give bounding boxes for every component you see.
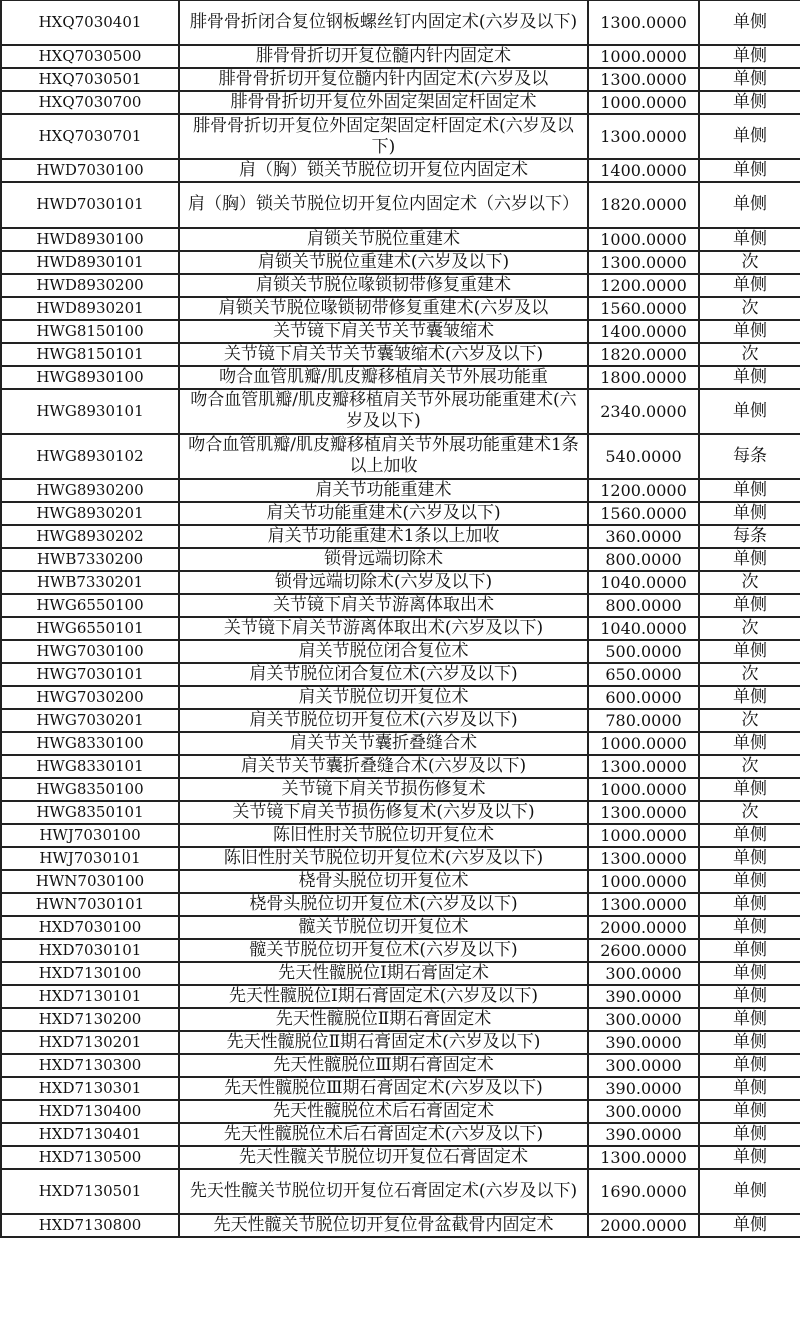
item-unit-cell: 单侧	[699, 91, 800, 114]
table-row	[1, 686, 800, 709]
item-price-cell: 2000.0000	[588, 916, 699, 939]
item-unit-cell: 单侧	[699, 45, 800, 68]
item-unit-cell: 单侧	[699, 159, 800, 182]
item-price-cell: 1000.0000	[588, 45, 699, 68]
fee-table-body	[1, 0, 800, 1237]
item-price-cell: 390.0000	[588, 1077, 699, 1100]
table-row	[1, 114, 800, 159]
item-code-cell: HWD7030101	[1, 182, 179, 227]
item-code-cell: HWG8350101	[1, 801, 179, 824]
table-row	[1, 343, 800, 366]
item-code-cell: HWG7030201	[1, 709, 179, 732]
item-unit-cell: 单侧	[699, 916, 800, 939]
table-row	[1, 985, 800, 1008]
item-price-cell: 1400.0000	[588, 320, 699, 343]
table-row	[1, 1054, 800, 1077]
item-name-cell: 肩锁关节脱位重建术	[179, 228, 588, 251]
item-name-cell: 肩（胸）锁关节脱位切开复位内固定术（六岁以下）	[179, 182, 588, 227]
table-row	[1, 274, 800, 297]
item-code-cell: HWG8150100	[1, 320, 179, 343]
table-row	[1, 1214, 800, 1237]
table-row	[1, 1146, 800, 1169]
item-name-cell: 关节镜下肩关节损伤修复术(六岁及以下)	[179, 801, 588, 824]
item-unit-cell: 单侧	[699, 1146, 800, 1169]
item-price-cell: 2600.0000	[588, 939, 699, 962]
item-code-cell: HXQ7030500	[1, 45, 179, 68]
item-price-cell: 1300.0000	[588, 755, 699, 778]
item-name-cell: 腓骨骨折切开复位外固定架固定杆固定术(六岁及以下)	[179, 114, 588, 159]
item-unit-cell: 单侧	[699, 389, 800, 434]
item-name-cell: 陈旧性肘关节脱位切开复位术(六岁及以下)	[179, 847, 588, 870]
item-name-cell: 吻合血管肌瓣/肌皮瓣移植肩关节外展功能重建术1条以上加收	[179, 434, 588, 479]
table-row	[1, 640, 800, 663]
item-unit-cell: 单侧	[699, 985, 800, 1008]
item-unit-cell: 次	[699, 709, 800, 732]
item-name-cell: 吻合血管肌瓣/肌皮瓣移植肩关节外展功能重	[179, 366, 588, 389]
table-row	[1, 663, 800, 686]
item-price-cell: 1560.0000	[588, 297, 699, 320]
item-price-cell: 390.0000	[588, 1123, 699, 1146]
item-code-cell: HWG8930102	[1, 434, 179, 479]
item-unit-cell: 次	[699, 343, 800, 366]
item-code-cell: HXD7130301	[1, 1077, 179, 1100]
item-code-cell: HWD8930101	[1, 251, 179, 274]
item-name-cell: 陈旧性肘关节脱位切开复位术	[179, 824, 588, 847]
item-price-cell: 300.0000	[588, 1100, 699, 1123]
item-code-cell: HXD7130800	[1, 1214, 179, 1237]
item-unit-cell: 单侧	[699, 1214, 800, 1237]
item-price-cell: 1000.0000	[588, 91, 699, 114]
item-price-cell: 1200.0000	[588, 479, 699, 502]
item-price-cell: 1300.0000	[588, 114, 699, 159]
item-price-cell: 1820.0000	[588, 343, 699, 366]
item-name-cell: 先天性髋脱位术后石膏固定术(六岁及以下)	[179, 1123, 588, 1146]
table-row	[1, 182, 800, 227]
table-row	[1, 709, 800, 732]
table-row	[1, 824, 800, 847]
table-row	[1, 847, 800, 870]
table-row	[1, 1031, 800, 1054]
item-code-cell: HWG6550101	[1, 617, 179, 640]
item-code-cell: HWD8930100	[1, 228, 179, 251]
item-code-cell: HXD7130401	[1, 1123, 179, 1146]
item-price-cell: 300.0000	[588, 1008, 699, 1031]
table-row	[1, 962, 800, 985]
item-name-cell: 肩关节脱位切开复位术	[179, 686, 588, 709]
table-row	[1, 45, 800, 68]
table-row	[1, 1008, 800, 1031]
item-code-cell: HXD7130200	[1, 1008, 179, 1031]
item-price-cell: 1040.0000	[588, 617, 699, 640]
item-name-cell: 肩（胸）锁关节脱位切开复位内固定术	[179, 159, 588, 182]
table-row	[1, 479, 800, 502]
table-row	[1, 297, 800, 320]
item-code-cell: HXD7130400	[1, 1100, 179, 1123]
item-name-cell: 桡骨头脱位切开复位术(六岁及以下)	[179, 893, 588, 916]
item-unit-cell: 单侧	[699, 1008, 800, 1031]
item-unit-cell: 单侧	[699, 640, 800, 663]
item-unit-cell: 单侧	[699, 939, 800, 962]
item-name-cell: 肩关节功能重建术(六岁及以下)	[179, 502, 588, 525]
item-code-cell: HXD7130100	[1, 962, 179, 985]
item-code-cell: HWG7030101	[1, 663, 179, 686]
item-price-cell: 300.0000	[588, 962, 699, 985]
table-row	[1, 502, 800, 525]
item-unit-cell: 单侧	[699, 1054, 800, 1077]
table-row	[1, 939, 800, 962]
table-row	[1, 1123, 800, 1146]
item-price-cell: 650.0000	[588, 663, 699, 686]
item-code-cell: HXD7130500	[1, 1146, 179, 1169]
item-unit-cell: 次	[699, 571, 800, 594]
item-code-cell: HWG8330101	[1, 755, 179, 778]
item-price-cell: 1400.0000	[588, 159, 699, 182]
item-price-cell: 540.0000	[588, 434, 699, 479]
item-unit-cell: 单侧	[699, 320, 800, 343]
item-code-cell: HWG8930100	[1, 366, 179, 389]
item-price-cell: 1800.0000	[588, 366, 699, 389]
item-price-cell: 1000.0000	[588, 824, 699, 847]
item-name-cell: 锁骨远端切除术	[179, 548, 588, 571]
item-code-cell: HWG6550100	[1, 594, 179, 617]
table-row	[1, 434, 800, 479]
table-row	[1, 1077, 800, 1100]
item-unit-cell: 次	[699, 663, 800, 686]
item-price-cell: 1300.0000	[588, 251, 699, 274]
item-unit-cell: 单侧	[699, 182, 800, 227]
table-row	[1, 548, 800, 571]
item-unit-cell: 每条	[699, 434, 800, 479]
table-row	[1, 893, 800, 916]
item-price-cell: 300.0000	[588, 1054, 699, 1077]
item-code-cell: HWG7030200	[1, 686, 179, 709]
item-name-cell: 肩关节关节囊折叠缝合术(六岁及以下)	[179, 755, 588, 778]
table-row	[1, 916, 800, 939]
item-name-cell: 先天性髋脱位Ⅲ期石膏固定术(六岁及以下)	[179, 1077, 588, 1100]
item-price-cell: 780.0000	[588, 709, 699, 732]
item-name-cell: 先天性髋脱位Ⅲ期石膏固定术	[179, 1054, 588, 1077]
item-code-cell: HWG8150101	[1, 343, 179, 366]
item-name-cell: 腓骨骨折闭合复位钢板螺丝钉内固定术(六岁及以下)	[179, 0, 588, 45]
item-name-cell: 先天性髋脱位Ⅰ期石膏固定术	[179, 962, 588, 985]
item-price-cell: 1300.0000	[588, 893, 699, 916]
item-name-cell: 腓骨骨折切开复位髓内针内固定术(六岁及以	[179, 68, 588, 91]
item-unit-cell: 次	[699, 251, 800, 274]
item-code-cell: HWD8930201	[1, 297, 179, 320]
table-row	[1, 778, 800, 801]
table-row	[1, 228, 800, 251]
table-row	[1, 571, 800, 594]
item-code-cell: HXQ7030701	[1, 114, 179, 159]
item-unit-cell: 单侧	[699, 824, 800, 847]
table-row	[1, 525, 800, 548]
table-row	[1, 389, 800, 434]
item-unit-cell: 单侧	[699, 502, 800, 525]
item-price-cell: 2340.0000	[588, 389, 699, 434]
item-name-cell: 先天性髋脱位Ⅱ期石膏固定术	[179, 1008, 588, 1031]
item-price-cell: 1000.0000	[588, 870, 699, 893]
item-price-cell: 390.0000	[588, 1031, 699, 1054]
item-price-cell: 1820.0000	[588, 182, 699, 227]
item-price-cell: 800.0000	[588, 548, 699, 571]
table-row	[1, 0, 800, 45]
item-price-cell: 800.0000	[588, 594, 699, 617]
item-code-cell: HWG8330100	[1, 732, 179, 755]
item-code-cell: HXQ7030501	[1, 68, 179, 91]
item-price-cell: 1040.0000	[588, 571, 699, 594]
item-unit-cell: 单侧	[699, 778, 800, 801]
item-price-cell: 1300.0000	[588, 801, 699, 824]
item-code-cell: HWB7330201	[1, 571, 179, 594]
item-name-cell: 关节镜下肩关节关节囊皱缩术(六岁及以下)	[179, 343, 588, 366]
item-code-cell: HXD7130501	[1, 1169, 179, 1214]
item-code-cell: HXD7130300	[1, 1054, 179, 1077]
table-row	[1, 732, 800, 755]
item-unit-cell: 单侧	[699, 847, 800, 870]
item-name-cell: 先天性髋关节脱位切开复位骨盆截骨内固定术	[179, 1214, 588, 1237]
item-unit-cell: 单侧	[699, 686, 800, 709]
item-code-cell: HWG8930101	[1, 389, 179, 434]
item-unit-cell: 单侧	[699, 548, 800, 571]
item-unit-cell: 次	[699, 297, 800, 320]
item-unit-cell: 单侧	[699, 1123, 800, 1146]
item-price-cell: 1560.0000	[588, 502, 699, 525]
table-row	[1, 320, 800, 343]
item-code-cell: HXQ7030700	[1, 91, 179, 114]
item-name-cell: 髋关节脱位切开复位术(六岁及以下)	[179, 939, 588, 962]
item-price-cell: 1300.0000	[588, 0, 699, 45]
item-code-cell: HWJ7030101	[1, 847, 179, 870]
item-name-cell: 关节镜下肩关节损伤修复术	[179, 778, 588, 801]
item-code-cell: HXQ7030401	[1, 0, 179, 45]
item-name-cell: 肩关节脱位闭合复位术	[179, 640, 588, 663]
item-name-cell: 吻合血管肌瓣/肌皮瓣移植肩关节外展功能重建术(六岁及以下)	[179, 389, 588, 434]
table-row	[1, 159, 800, 182]
item-name-cell: 腓骨骨折切开复位外固定架固定杆固定术	[179, 91, 588, 114]
item-unit-cell: 单侧	[699, 1169, 800, 1214]
item-code-cell: HWJ7030100	[1, 824, 179, 847]
item-unit-cell: 单侧	[699, 366, 800, 389]
table-row	[1, 617, 800, 640]
item-price-cell: 1000.0000	[588, 732, 699, 755]
table-row	[1, 870, 800, 893]
item-unit-cell: 单侧	[699, 479, 800, 502]
table-row	[1, 1100, 800, 1123]
item-unit-cell: 单侧	[699, 68, 800, 91]
item-unit-cell: 单侧	[699, 732, 800, 755]
item-unit-cell: 次	[699, 801, 800, 824]
item-name-cell: 关节镜下肩关节游离体取出术	[179, 594, 588, 617]
item-name-cell: 先天性髋脱位术后石膏固定术	[179, 1100, 588, 1123]
item-code-cell: HXD7030100	[1, 916, 179, 939]
item-unit-cell: 每条	[699, 525, 800, 548]
item-name-cell: 关节镜下肩关节游离体取出术(六岁及以下)	[179, 617, 588, 640]
table-row	[1, 91, 800, 114]
item-price-cell: 1300.0000	[588, 68, 699, 91]
item-name-cell: 桡骨头脱位切开复位术	[179, 870, 588, 893]
item-code-cell: HWB7330200	[1, 548, 179, 571]
item-price-cell: 1200.0000	[588, 274, 699, 297]
item-unit-cell: 单侧	[699, 1100, 800, 1123]
item-name-cell: 关节镜下肩关节关节囊皱缩术	[179, 320, 588, 343]
item-code-cell: HWD7030100	[1, 159, 179, 182]
item-price-cell: 1000.0000	[588, 228, 699, 251]
item-price-cell: 390.0000	[588, 985, 699, 1008]
table-row	[1, 251, 800, 274]
item-code-cell: HWG7030100	[1, 640, 179, 663]
item-price-cell: 2000.0000	[588, 1214, 699, 1237]
item-unit-cell: 单侧	[699, 893, 800, 916]
item-code-cell: HXD7130101	[1, 985, 179, 1008]
item-code-cell: HWG8350100	[1, 778, 179, 801]
item-price-cell: 1300.0000	[588, 1146, 699, 1169]
item-code-cell: HXD7030101	[1, 939, 179, 962]
item-name-cell: 先天性髋关节脱位切开复位石膏固定术	[179, 1146, 588, 1169]
item-unit-cell: 单侧	[699, 870, 800, 893]
item-name-cell: 肩关节功能重建术1条以上加收	[179, 525, 588, 548]
item-name-cell: 肩关节关节囊折叠缝合术	[179, 732, 588, 755]
item-code-cell: HWG8930200	[1, 479, 179, 502]
item-code-cell: HWD8930200	[1, 274, 179, 297]
item-name-cell: 先天性髋脱位Ⅱ期石膏固定术(六岁及以下)	[179, 1031, 588, 1054]
table-row	[1, 68, 800, 91]
item-unit-cell: 单侧	[699, 0, 800, 45]
item-unit-cell: 单侧	[699, 1031, 800, 1054]
item-unit-cell: 单侧	[699, 594, 800, 617]
item-code-cell: HWN7030100	[1, 870, 179, 893]
table-row	[1, 1169, 800, 1214]
item-price-cell: 360.0000	[588, 525, 699, 548]
item-price-cell: 600.0000	[588, 686, 699, 709]
item-price-cell: 1690.0000	[588, 1169, 699, 1214]
item-name-cell: 肩锁关节脱位喙锁韧带修复重建术	[179, 274, 588, 297]
item-name-cell: 肩锁关节脱位重建术(六岁及以下)	[179, 251, 588, 274]
item-unit-cell: 单侧	[699, 228, 800, 251]
item-price-cell: 1300.0000	[588, 847, 699, 870]
item-unit-cell: 单侧	[699, 114, 800, 159]
item-price-cell: 1000.0000	[588, 778, 699, 801]
item-name-cell: 先天性髋脱位Ⅰ期石膏固定术(六岁及以下)	[179, 985, 588, 1008]
item-unit-cell: 次	[699, 617, 800, 640]
item-unit-cell: 单侧	[699, 962, 800, 985]
item-unit-cell: 次	[699, 755, 800, 778]
item-code-cell: HXD7130201	[1, 1031, 179, 1054]
item-name-cell: 肩关节脱位切开复位术(六岁及以下)	[179, 709, 588, 732]
table-row	[1, 801, 800, 824]
item-unit-cell: 单侧	[699, 1077, 800, 1100]
item-name-cell: 肩锁关节脱位喙锁韧带修复重建术(六岁及以	[179, 297, 588, 320]
item-name-cell: 髋关节脱位切开复位术	[179, 916, 588, 939]
item-name-cell: 先天性髋关节脱位切开复位石膏固定术(六岁及以下)	[179, 1169, 588, 1214]
table-row	[1, 366, 800, 389]
item-code-cell: HWG8930201	[1, 502, 179, 525]
item-code-cell: HWG8930202	[1, 525, 179, 548]
table-row	[1, 755, 800, 778]
item-name-cell: 锁骨远端切除术(六岁及以下)	[179, 571, 588, 594]
item-code-cell: HWN7030101	[1, 893, 179, 916]
item-price-cell: 500.0000	[588, 640, 699, 663]
item-unit-cell: 单侧	[699, 274, 800, 297]
item-name-cell: 腓骨骨折切开复位髓内针内固定术	[179, 45, 588, 68]
item-name-cell: 肩关节脱位闭合复位术(六岁及以下)	[179, 663, 588, 686]
table-row	[1, 594, 800, 617]
item-name-cell: 肩关节功能重建术	[179, 479, 588, 502]
